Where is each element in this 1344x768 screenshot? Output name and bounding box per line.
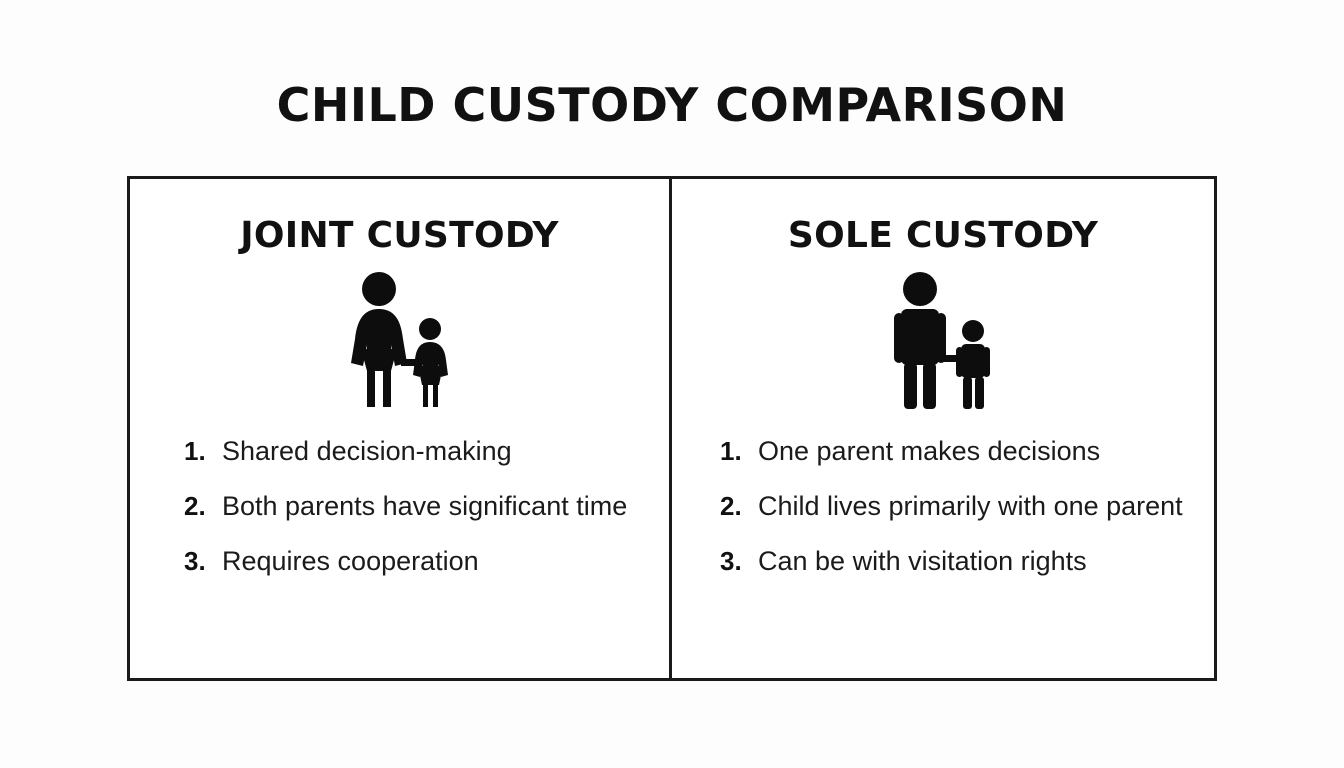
list-item-number: 2. <box>720 491 742 521</box>
list-item <box>720 546 1204 577</box>
list-item-number: 3. <box>720 546 742 576</box>
list-item-label: Both parents have significant time <box>222 491 628 521</box>
list-joint-custody <box>130 436 669 577</box>
man-and-child-icon <box>672 262 1214 422</box>
column-joint-custody <box>130 179 672 678</box>
list-item-label: Child lives primarily with one parent <box>758 491 1183 521</box>
list-item-label: Can be with visitation rights <box>758 546 1087 576</box>
list-item-label: Requires cooperation <box>222 546 479 576</box>
list-item-number: 2. <box>184 491 206 521</box>
column-sole-custody <box>672 179 1214 678</box>
column-header-joint: JOINT CUSTODY <box>240 215 559 256</box>
list-item <box>184 436 659 467</box>
list-item <box>184 491 659 522</box>
list-item-number: 3. <box>184 546 206 576</box>
list-item-number: 1. <box>720 436 742 466</box>
list-item-label: One parent makes decisions <box>758 436 1101 466</box>
list-item-label: Shared decision-making <box>222 436 512 466</box>
list-item <box>720 436 1204 467</box>
list-item-number: 1. <box>184 436 206 466</box>
woman-and-child-icon <box>130 262 669 422</box>
list-item <box>720 491 1204 522</box>
column-header-sole: SOLE CUSTODY <box>787 215 1099 256</box>
page-title: CHILD CUSTODY COMPARISON <box>276 78 1068 132</box>
list-item <box>184 546 659 577</box>
list-sole-custody <box>672 436 1214 577</box>
comparison-table <box>127 176 1217 681</box>
